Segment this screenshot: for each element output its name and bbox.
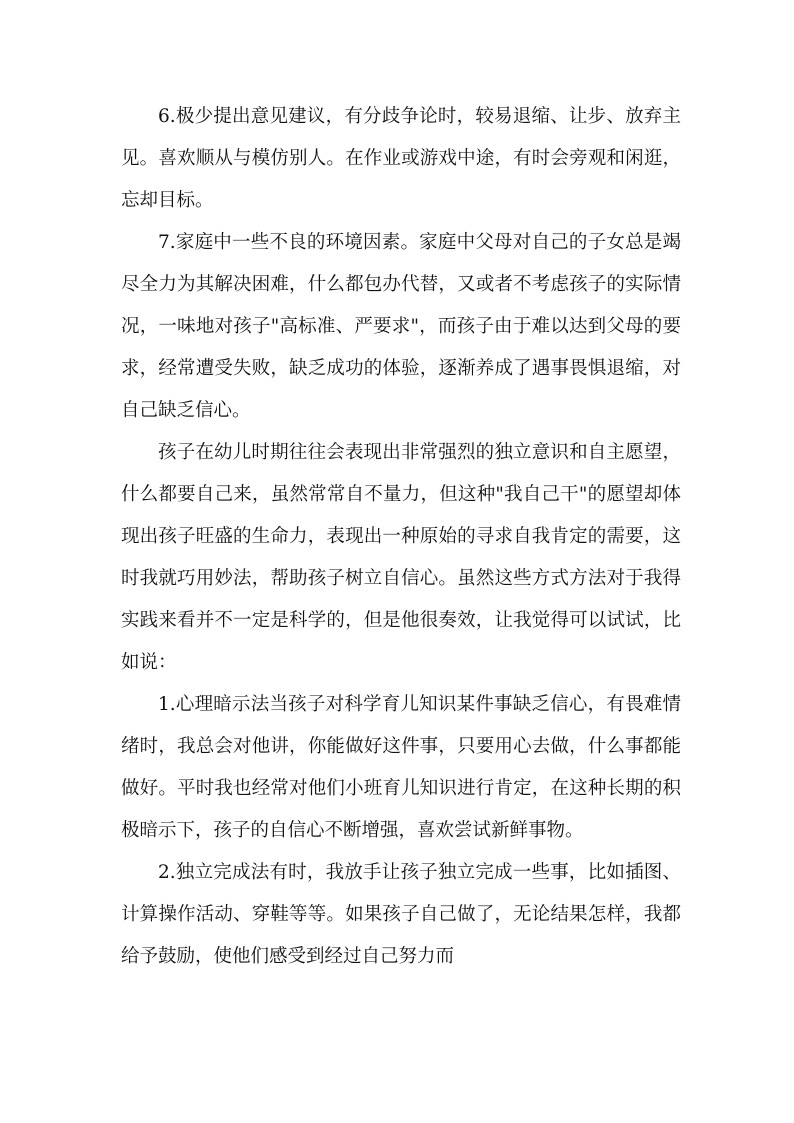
paragraph-confidence-intro: 孩子在幼儿时期往往会表现出非常强烈的独立意识和自主愿望，什么都要自己来，虽然常常自不量力，但这种"我自己干"的愿望却体现出孩子旺盛的生命力，表现出一种原始的寻求自我肯定的需要，这时我就巧用妙法，帮助孩子树立自信心。虽然这些方式方法对于我得实践来看并不一定是科学的，但是他很奏效，让我觉得可以试试，比如说：: [121, 442, 681, 673]
paragraph-item-7: 7.家庭中一些不良的环境因素。家庭中父母对自己的子女总是竭尽全力为其解决困难，什么都包办代替，又或者不考虑孩子的实际情况，一味地对孩子"高标准、严要求"，而孩子由于难以达到父母的要求，经常遭受失败，缺乏成功的体验，逐渐养成了遇事畏惧退缩，对自己缺乏信心。: [121, 232, 681, 421]
paragraph-method-1: 1.心理暗示法当孩子对科学育儿知识某件事缺乏信心，有畏难情绪时，我总会对他讲，你能做好这件事，只要用心去做，什么事都能做好。平时我也经常对他们小班育儿知识进行肯定，在这种长期的积极暗示下，孩子的自信心不断增强，喜欢尝试新鲜事物。: [121, 694, 681, 841]
document-body: [121, 96, 681, 978]
paragraph-item-6: 6.极少提出意见建议，有分歧争论时，较易退缩、让步、放弃主见。喜欢顺从与模仿别人。在作业或游戏中途，有时会旁观和闲逛，忘却目标。: [121, 106, 681, 211]
paragraph-method-2: 2.独立完成法有时，我放手让孩子独立完成一些事，比如插图、计算操作活动、穿鞋等等。如果孩子自己做了，无论结果怎样，我都给予鼓励，使他们感受到经过自己努力而: [121, 862, 681, 967]
